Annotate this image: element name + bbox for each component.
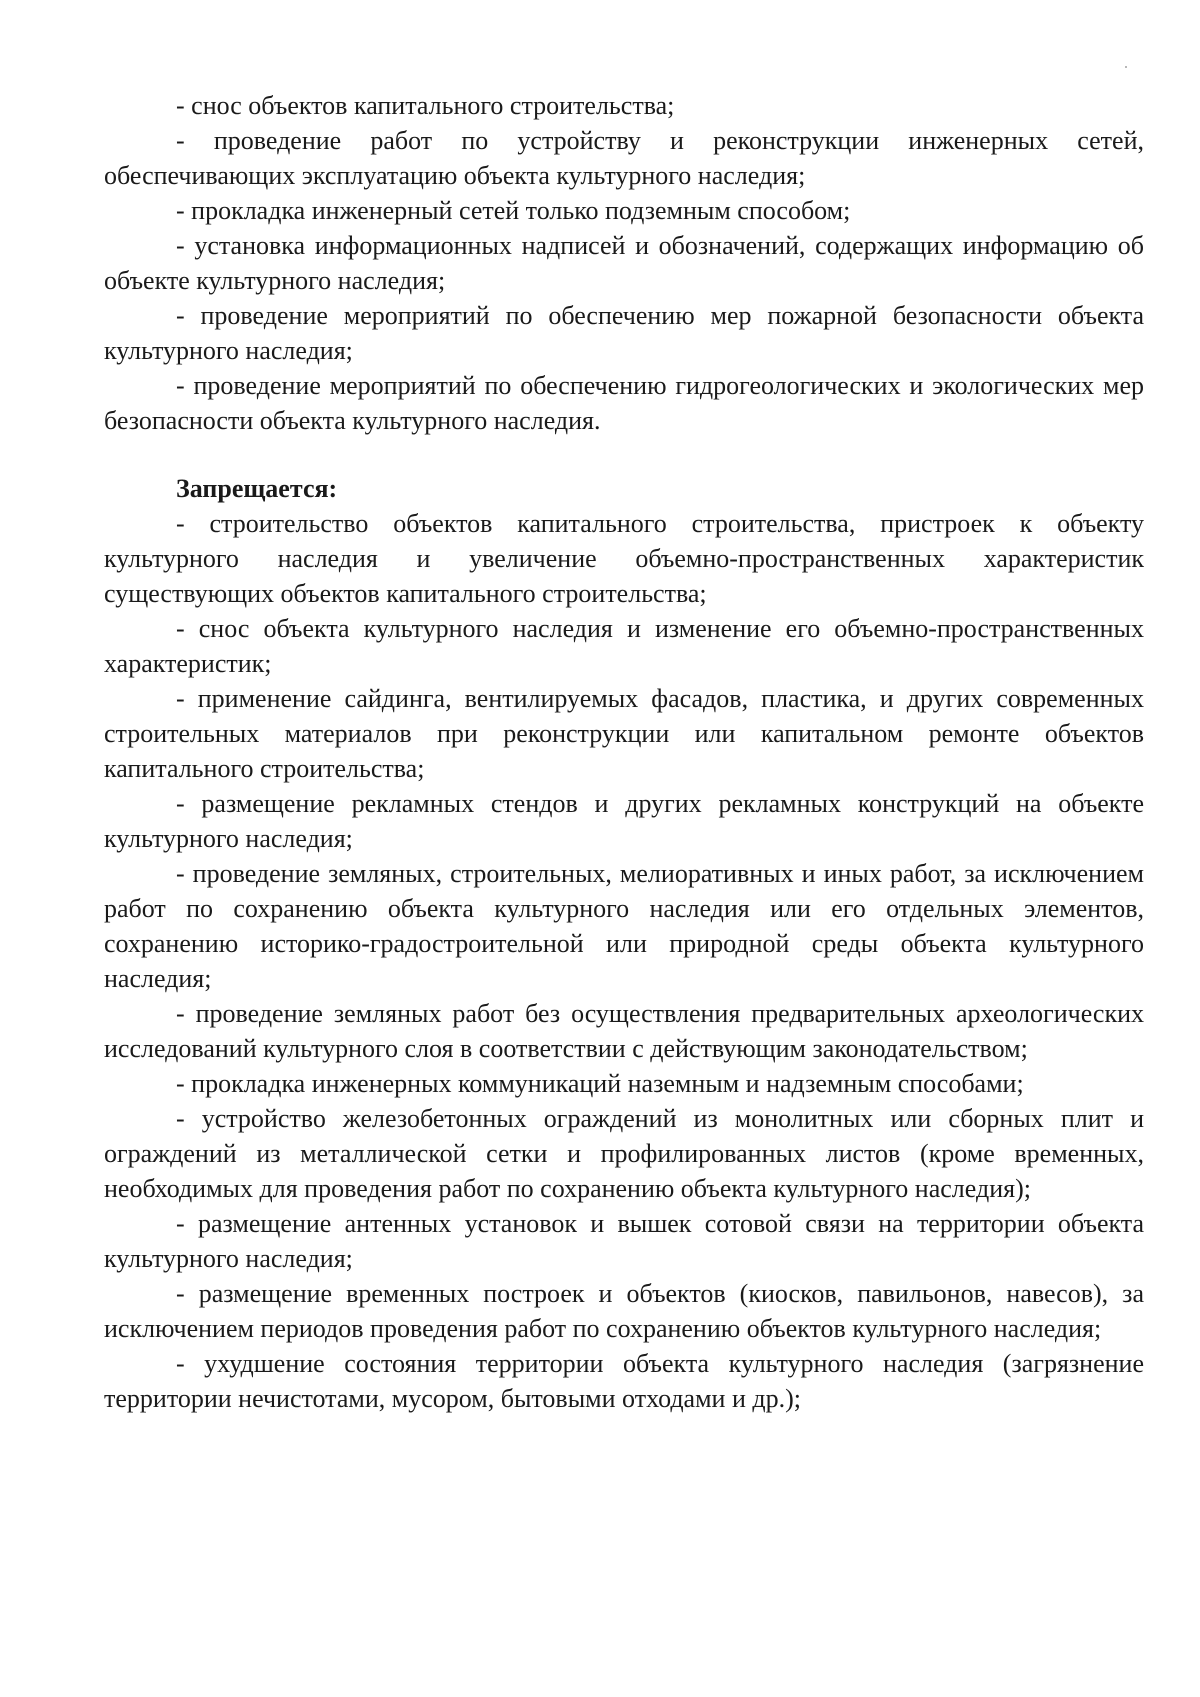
prohibited-item: - проведение земляных работ без осуществления предварительных археологических исследований культурного слоя в соответствии с действующим законодательством;: [104, 999, 1144, 1063]
permitted-item: - снос объектов капитального строительства;: [176, 91, 675, 120]
permitted-item: - проведение мероприятий по обеспечению гидрогеологических и экологических мер безопасности объекта культурного наследия.: [104, 371, 1144, 435]
prohibited-item: - размещение антенных установок и вышек сотовой связи на территории объекта культурного наследия;: [104, 1209, 1144, 1273]
scan-speck: [1125, 66, 1127, 68]
prohibited-item: - устройство железобетонных ограждений из монолитных или сборных плит и ограждений из металлической сетки и профилированных листов (кроме временных, необходимых для проведения работ по сохранению объекта культурного наследия);: [104, 1104, 1144, 1203]
prohibited-item: - проведение земляных, строительных, мелиоративных и иных работ, за исключением работ по сохранению объекта культурного наследия или его отдельных элементов, сохранению историко-градостроительной или природной среды объекта культурного наследия;: [104, 859, 1144, 993]
prohibited-item: - размещение временных построек и объектов (киосков, павильонов, навесов), за исключением периодов проведения работ по сохранению объектов культурного наследия;: [104, 1279, 1144, 1343]
prohibited-heading: Запрещается:: [176, 474, 338, 503]
prohibited-item: - прокладка инженерных коммуникаций наземным и надземным способами;: [176, 1069, 1024, 1098]
permitted-item: - установка информационных надписей и обозначений, содержащих информацию об объекте культурного наследия;: [104, 231, 1144, 295]
prohibited-item: - снос объекта культурного наследия и изменение его объемно-пространственных характеристик;: [104, 614, 1144, 678]
permitted-item: - проведение мероприятий по обеспечению мер пожарной безопасности объекта культурного наследия;: [104, 301, 1144, 365]
permitted-item: - прокладка инженерный сетей только подземным способом;: [176, 196, 851, 225]
permitted-item: - проведение работ по устройству и реконструкции инженерных сетей, обеспечивающих эксплуатацию объекта культурного наследия;: [104, 126, 1144, 190]
document-page: [104, 88, 1144, 1416]
prohibited-item: - ухудшение состояния территории объекта культурного наследия (загрязнение территории нечистотами, мусором, бытовыми отходами и др.);: [104, 1349, 1144, 1413]
prohibited-item: - размещение рекламных стендов и других рекламных конструкций на объекте культурного наследия;: [104, 789, 1144, 853]
prohibited-item: - строительство объектов капитального строительства, пристроек к объекту культурного наследия и увеличение объемно-пространственных характеристик существующих объектов капитального строительства;: [104, 509, 1144, 608]
prohibited-item: - применение сайдинга, вентилируемых фасадов, пластика, и других современных строительных материалов при реконструкции или капитальном ремонте объектов капитального строительства;: [104, 684, 1144, 783]
